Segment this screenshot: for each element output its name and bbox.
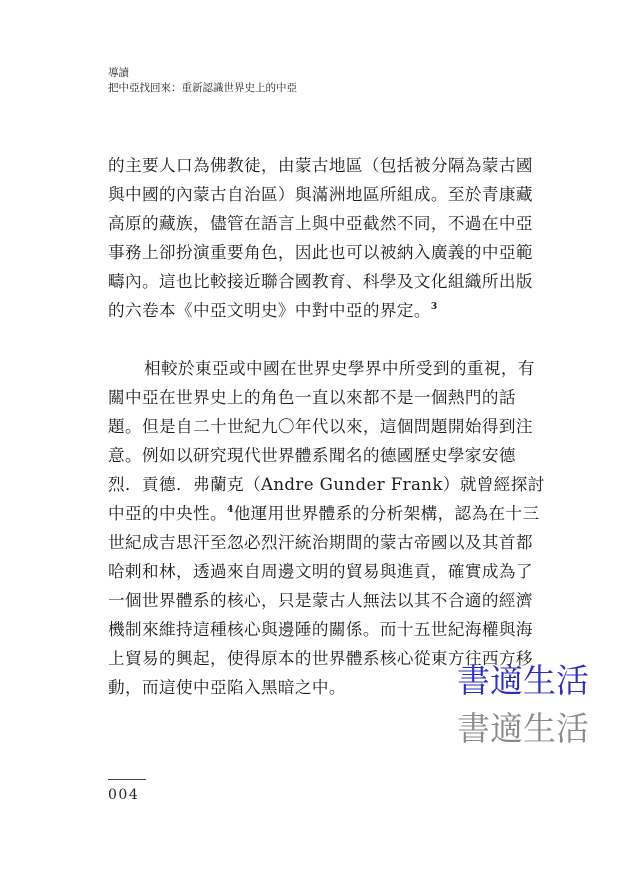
header-chapter-title: 把中亞找回來：重新認識世界史上的中亞 <box>108 82 297 94</box>
footnote-marker-3: 3 <box>430 302 438 312</box>
paragraph-1-text: 的主要人口為佛教徒，由蒙古地區（包括被分隔為蒙古國與中國的內蒙古自治區）與滿洲地區所組成。至於青康藏高原的藏族，儘管在語言上與中亞截然不同，不過在中亞事務上卻扮演重要角色，因此也可以被納入廣義的中亞範疇內。這也比較接近聯合國教育、科學及文化組織所出版的六卷本《中亞文明史》中對中亞的界定。 <box>108 156 533 320</box>
paragraph-1 <box>108 151 548 325</box>
watermark-gray: 書適生活 <box>457 709 589 748</box>
body-text <box>108 151 548 702</box>
page-number: 004 <box>108 787 140 803</box>
footer-rule <box>108 779 146 780</box>
watermark-blue: 書適生活 <box>457 661 589 700</box>
footnote-marker-4: 4 <box>226 505 234 515</box>
paragraph-2-text-b: 他運用世界體系的分析架構，認為在十三世紀成吉思汗至忽必烈汗統治期間的蒙古帝國以及其首都哈剌和林，透過來自周邊文明的貿易與進貢，確實成為了一個世界體系的核心，只是蒙古人無法以其不合適的經濟機制來維持這種核心與邊陲的關係。而十五世紀海權與海上貿易的興起，使得原本的世界體系核心從東方往西方移動，而這使中亞陷入黑暗之中。 <box>108 504 540 697</box>
header-section-label: 導讀 <box>108 67 129 79</box>
paragraph-2-text-a: 相較於東亞或中國在世界史學界中所受到的重視，有關中亞在世界史上的角色一直以來都不是一個熱門的話題。但是自二十世紀九〇年代以來，這個問題開始得到注意。例如以研究現代世界體系聞名的德國歷史學家安德烈．貢德．弗蘭克（Andre Gunder Frank）就曾經探討中亞的中央性。 <box>108 359 545 523</box>
running-header <box>108 66 297 96</box>
paragraph-2 <box>108 354 548 702</box>
